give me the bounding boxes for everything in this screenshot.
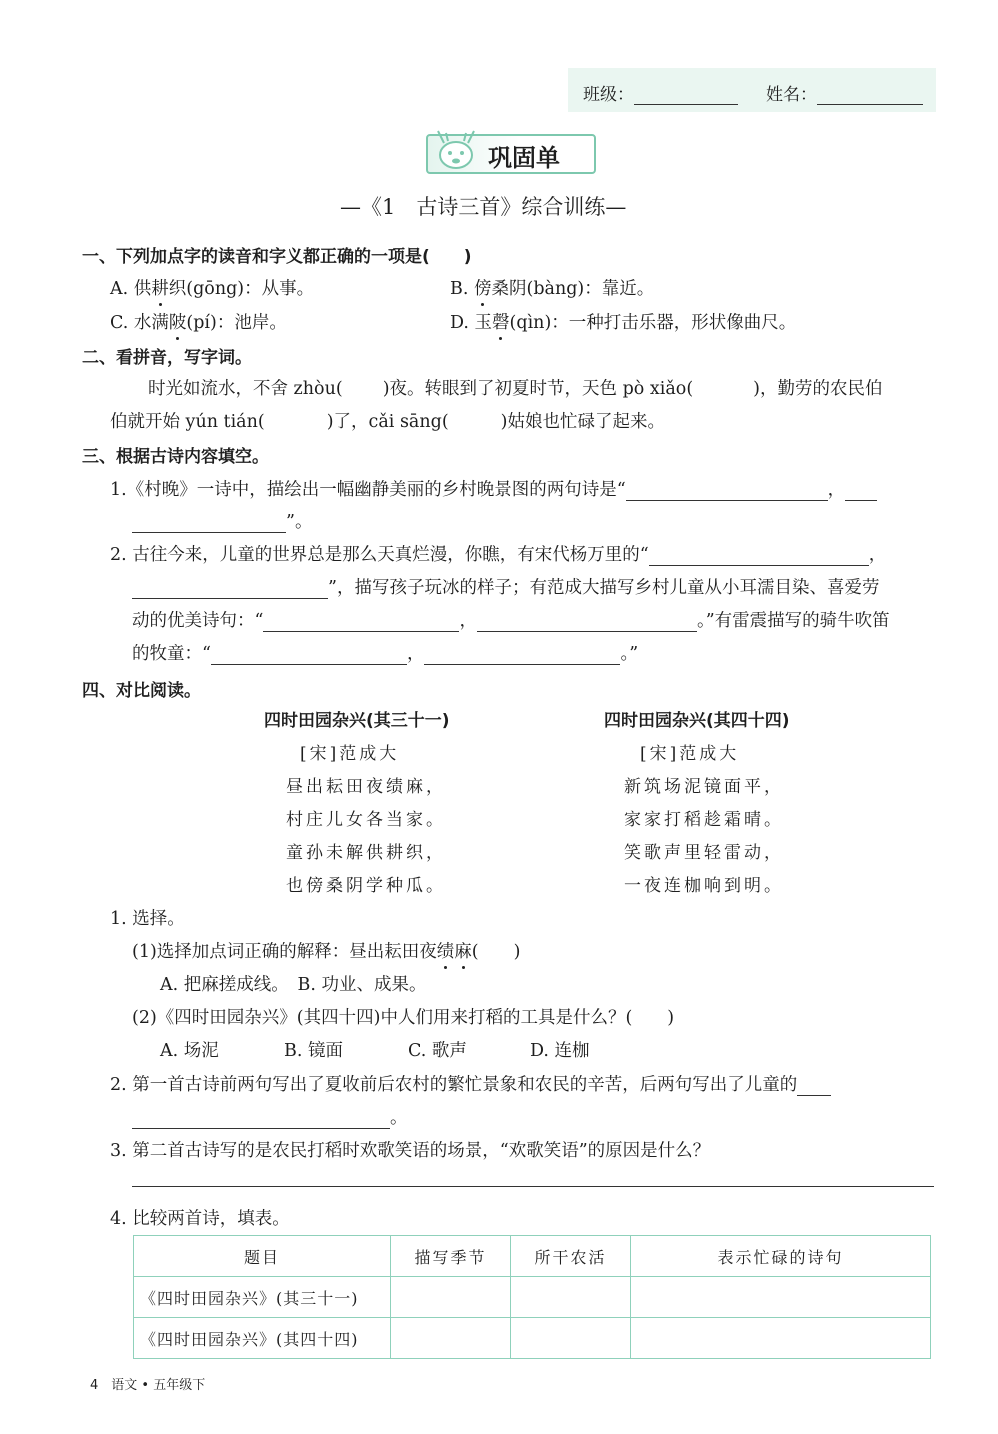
q4-sub2: 2. 第一首古诗前两句写出了夏收前后农村的繁忙景象和农民的辛苦，后两句写出了儿童的 <box>110 1071 831 1096</box>
poem2-title: 四时田园杂兴(其四十四) <box>604 711 790 731</box>
table-header-row <box>134 1236 931 1277</box>
poem1-line: 童孙未解供耕织， <box>286 843 446 863</box>
blank[interactable] <box>211 646 407 665</box>
poem1-line: 村庄儿女各当家。 <box>286 810 446 830</box>
q3-item-2-line3: 动的优美诗句：“ ， 。”有雷震描写的骑牛吹笛 <box>132 611 890 631</box>
comparison-table <box>133 1235 931 1359</box>
q4-sub1-2-option[interactable]: D. 连枷 <box>530 1041 590 1061</box>
q1-option-c[interactable]: C. 水满陂(pí)：池岸。 <box>110 313 287 333</box>
blank[interactable] <box>132 1110 390 1129</box>
page-footer: 4 语文 • 五年级下 <box>90 1378 206 1393</box>
q4-sub2-cont: 。 <box>132 1104 408 1129</box>
table-cell[interactable] <box>631 1318 931 1359</box>
blank[interactable] <box>845 482 877 501</box>
poem1-title: 四时田园杂兴(其三十一) <box>264 711 450 731</box>
blank[interactable] <box>649 547 869 566</box>
blank[interactable] <box>477 613 697 632</box>
table-row <box>134 1277 931 1318</box>
poem2-line: 新筑场泥镜面平， <box>624 777 784 797</box>
table-cell[interactable] <box>631 1277 931 1318</box>
q1-option-a[interactable]: A. 供耕织(gōng)：从事。 <box>110 279 315 299</box>
q2-heading: 二、看拼音，写字词。 <box>82 348 252 368</box>
q2-line-2: 伯就开始 yún tián( )了，cǎi sāng( )姑娘也忙碌了起来。 <box>110 412 665 432</box>
name-field[interactable] <box>817 86 923 105</box>
q1-option-b[interactable]: B. 傍桑阴(bàng)：靠近。 <box>450 279 655 299</box>
table-row <box>134 1318 931 1359</box>
deer-icon <box>428 127 484 173</box>
q4-sub1-1: (1)选择加点词正确的解释：昼出耘田夜绩麻( ) <box>132 942 521 962</box>
q4-sub1-2-option[interactable]: C. 歌声 <box>408 1041 467 1061</box>
table-header-cell: 所干农活 <box>511 1236 631 1277</box>
poem1-line: 也傍桑阴学种瓜。 <box>286 876 446 896</box>
table-cell[interactable] <box>511 1277 631 1318</box>
q4-sub1-2: (2)《四时田园杂兴》(其四十四)中人们用来打稻的工具是什么？( ) <box>132 1008 675 1028</box>
table-cell[interactable] <box>511 1318 631 1359</box>
name-label: 姓名： <box>766 80 923 105</box>
table-row-title: 《四时田园杂兴》(其四十四) <box>134 1318 391 1359</box>
q4-sub3: 3. 第二首古诗写的是农民打稻时欢歌笑语的场景，“欢歌笑语”的原因是什么？ <box>110 1141 711 1161</box>
q3-item-2-line2: ”，描写孩子玩冰的样子；有范成大描写乡村儿童从小耳濡目染、喜爱劳 <box>132 574 879 599</box>
blank[interactable] <box>132 514 286 533</box>
table-header-cell: 表示忙碌的诗句 <box>631 1236 931 1277</box>
q2-line-1: 时光如流水，不舍 zhòu( )夜。转眼到了初夏时节，天色 pò xiǎo( )，勤劳的农民伯 <box>148 379 883 399</box>
table-header-cell: 描写季节 <box>391 1236 511 1277</box>
q3-heading: 三、根据古诗内容填空。 <box>82 447 269 467</box>
class-field[interactable] <box>634 86 738 105</box>
table-row-title: 《四时田园杂兴》(其三十一) <box>134 1277 391 1318</box>
blank[interactable] <box>132 580 328 599</box>
table-cell[interactable] <box>391 1277 511 1318</box>
blank[interactable] <box>626 482 828 501</box>
q1-heading: 一、下列加点字的读音和字义都正确的一项是( ) <box>82 247 472 267</box>
poem2-author: [宋]范成大 <box>640 744 740 764</box>
poem2-line: 一夜连枷响到明。 <box>624 876 784 896</box>
q3-item-2-line4: 的牧童：“ ， 。” <box>132 644 639 664</box>
q4-sub1-2-option[interactable]: B. 镜面 <box>284 1041 343 1061</box>
q1-option-d[interactable]: D. 玉磬(qìn)：一种打击乐器，形状像曲尺。 <box>450 313 797 333</box>
table-header-cell: 题目 <box>134 1236 391 1277</box>
blank[interactable] <box>424 646 620 665</box>
poem1-author: [宋]范成大 <box>300 744 400 764</box>
q4-heading: 四、对比阅读。 <box>82 681 201 701</box>
poem2-line: 家家打稻趁霜晴。 <box>624 810 784 830</box>
page-subtitle: —《1 古诗三首》综合训练— <box>340 195 627 219</box>
q3-item-1: 1.《村晚》一诗中，描绘出一幅幽静美丽的乡村晚景图的两句诗是“ ， <box>110 476 877 501</box>
blank[interactable] <box>263 613 459 632</box>
q4-sub1-1-options[interactable]: A. 把麻搓成线。 B. 功业、成果。 <box>160 975 427 995</box>
poem2-line: 笑歌声里轻雷动， <box>624 843 784 863</box>
q4-sub1: 1. 选择。 <box>110 909 185 929</box>
answer-line[interactable] <box>132 1186 934 1187</box>
class-label: 班级： <box>583 80 738 105</box>
q4-sub4: 4. 比较两首诗，填表。 <box>110 1209 290 1229</box>
q3-item-2: 2. 古往今来，儿童的世界总是那么天真烂漫，你瞧，有宋代杨万里的“ ， <box>110 545 887 565</box>
q4-sub1-2-option[interactable]: A. 场泥 <box>160 1041 219 1061</box>
blank[interactable] <box>797 1077 831 1096</box>
table-cell[interactable] <box>391 1318 511 1359</box>
page-title: 巩固单 <box>488 144 560 172</box>
poem1-line: 昼出耘田夜绩麻， <box>286 777 446 797</box>
q3-item-1-cont: ”。 <box>132 508 312 533</box>
